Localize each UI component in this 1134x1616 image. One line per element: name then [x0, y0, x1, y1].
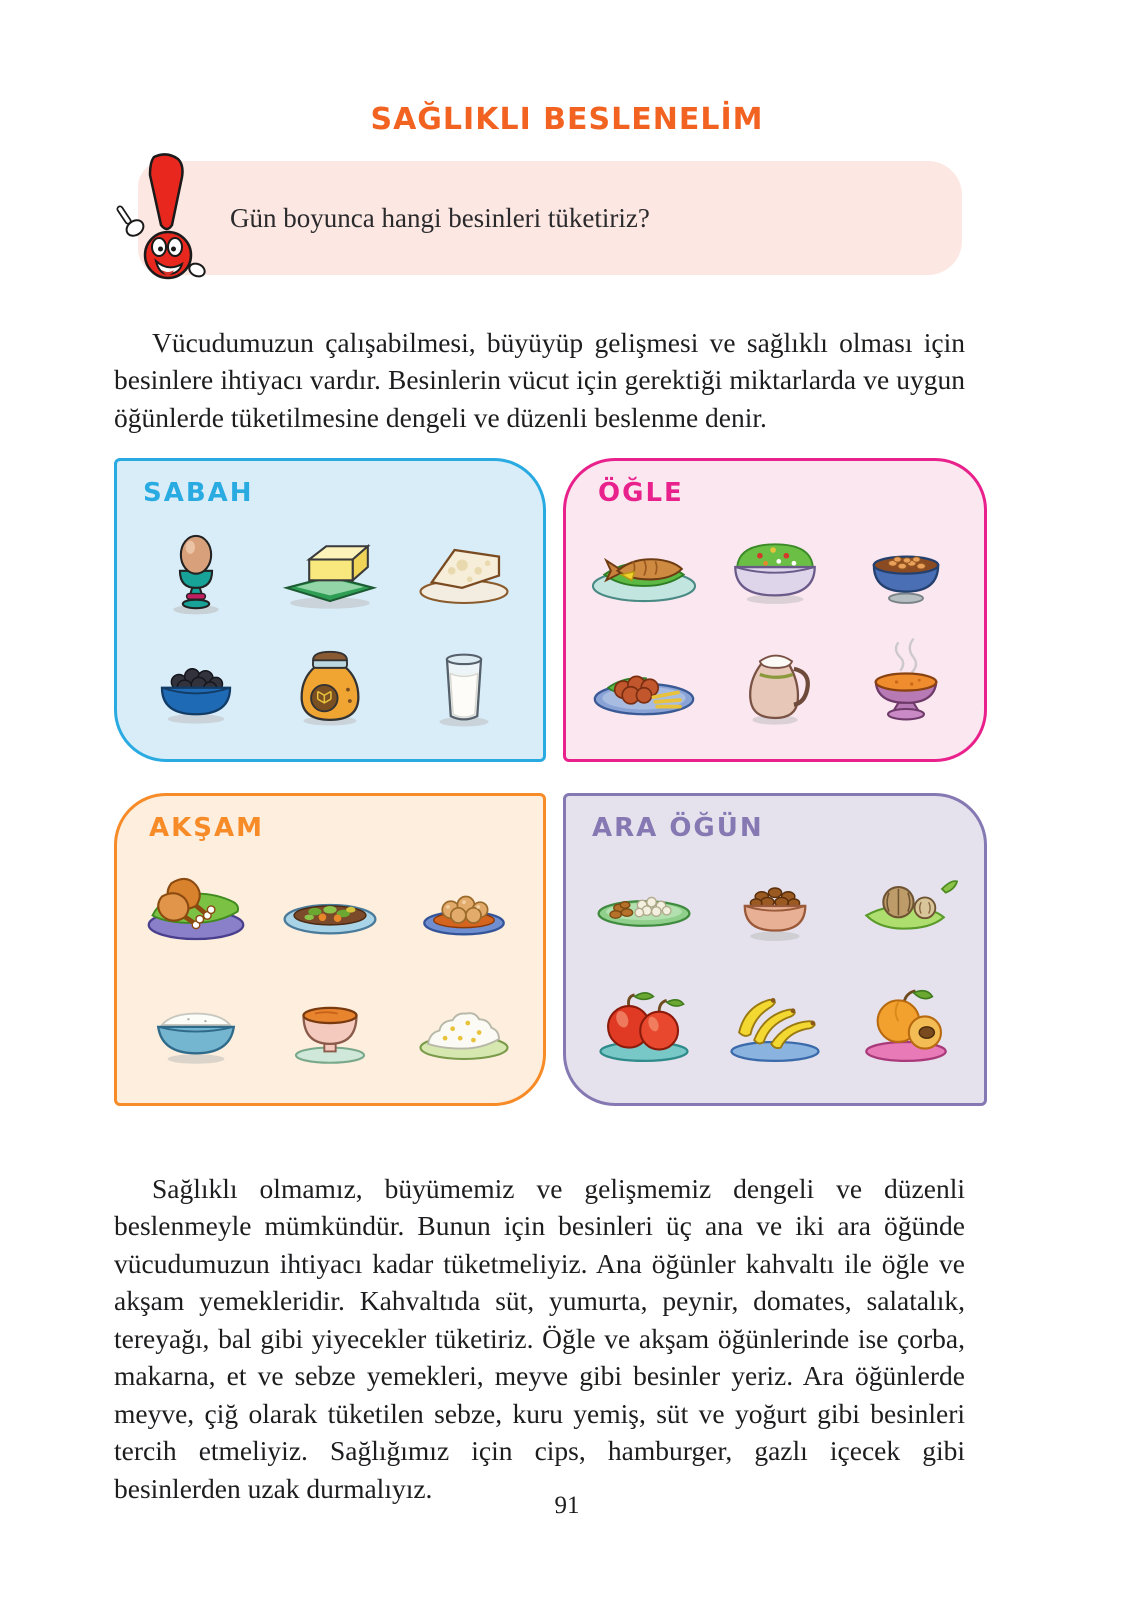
ayran-jug-icon — [709, 625, 840, 740]
yogurt-bowl-icon — [129, 965, 263, 1085]
apricots-icon — [841, 965, 972, 1085]
aksam-food-grid — [117, 843, 543, 1094]
page-number: 91 — [554, 1492, 580, 1519]
sabah-food-grid — [117, 508, 543, 750]
page-title: SAĞLIKLI BESLENELİM — [370, 102, 764, 137]
intro-paragraph: Vücudumuzun çalışabilmesi, büyüyüp gelişmesi ve sağlıklı olması için besinlere ihtiyacı vardır. Besinlerin vücut için gerektiği miktarlarda ve uygun öğünlerde tüketilmesine dengeli ve düzenli beslenme denir. — [114, 326, 965, 433]
cheese-icon — [397, 510, 531, 625]
butter-icon — [263, 510, 397, 625]
dates-bowl-icon — [709, 845, 840, 965]
meal-card-sabah — [114, 458, 546, 762]
bananas-icon — [709, 965, 840, 1085]
meal-card-aksam — [114, 793, 546, 1106]
ogle-food-grid — [566, 508, 984, 750]
meal-card-ogle — [563, 458, 987, 762]
grilled-fish-icon — [578, 510, 709, 625]
fried-balls-icon — [397, 845, 531, 965]
black-olives-icon — [129, 625, 263, 740]
rice-pilaf-icon — [397, 965, 531, 1085]
soup-bowl-icon — [841, 625, 972, 740]
walnuts-icon — [841, 845, 972, 965]
meal-label-ogle: ÖĞLE — [598, 478, 684, 508]
dried-beans-icon — [841, 510, 972, 625]
roast-chicken-icon — [129, 845, 263, 965]
ara-ogun-food-grid — [566, 843, 984, 1094]
salad-bowl-icon — [709, 510, 840, 625]
meal-label-sabah: SABAH — [143, 478, 254, 508]
closing-paragraph: Sağlıklı olmamız, büyümemiz ve gelişmemiz dengeli ve düzenli beslenmeyle mümkündür. Bunun için besinleri üç ana ve iki ara öğünde vücudumuzun ihtiyacı kadar tüketmeliyiz. Ana öğünler kahvaltı ile öğle ve akşam yemekleridir. Kahvaltıda süt, yumurta, peynir, domates, salatalık, tereyağı, bal gibi yiyecekler tüketiriz. Öğle ve akşam öğünlerinde ise çorba, makarna, et ve sebze yemekleri, meyve gibi besinler yeriz. Ara öğünlerde meyve, çiğ olarak tüketilen sebze, kuru yemiş, süt ve yoğurt gibi besinleri tercih etmeliyiz. Sağlığımız için cips, hamburger, gazlı içecek gibi besinlerden uzak durmalıyız. — [114, 1172, 965, 1504]
exclamation-mascot-icon — [112, 148, 222, 290]
honey-jar-icon — [263, 625, 397, 740]
boiled-egg-icon — [129, 510, 263, 625]
meal-label-aksam: AKŞAM — [149, 813, 264, 843]
meal-label-ara-ogun: ARA ÖĞÜN — [592, 813, 764, 843]
meal-card-ara-ogun — [563, 793, 987, 1106]
milk-glass-icon — [397, 625, 531, 740]
soup-cup-icon — [263, 965, 397, 1085]
vegetable-stew-icon — [263, 845, 397, 965]
question-callout — [138, 161, 962, 275]
meatballs-fries-icon — [578, 625, 709, 740]
apples-icon — [578, 965, 709, 1085]
dried-fruit-plate-icon — [578, 845, 709, 965]
question-text: Gün boyunca hangi besinleri tüketiriz? — [230, 202, 650, 233]
